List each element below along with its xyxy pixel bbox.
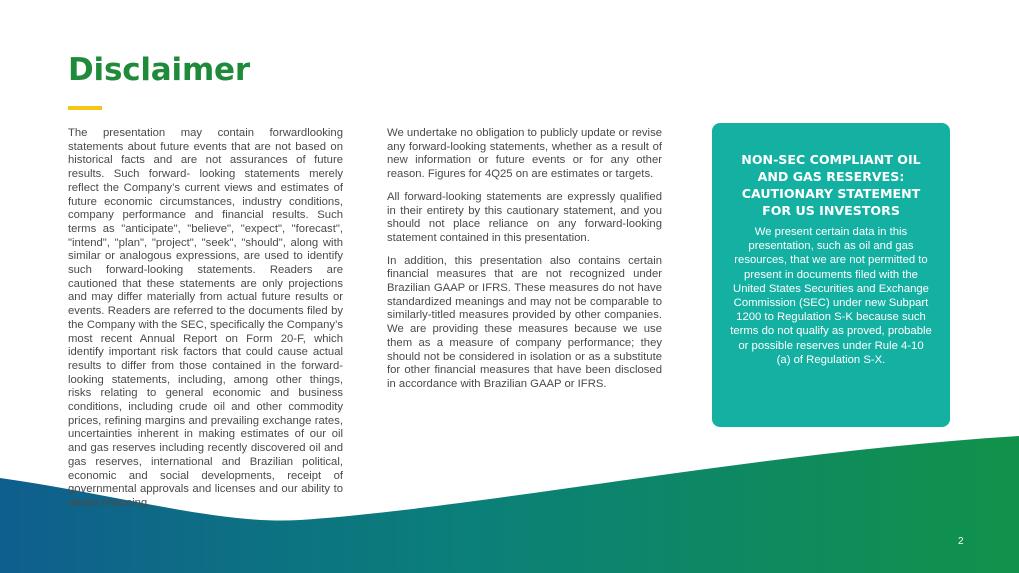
page-title: Disclaimer xyxy=(68,52,250,88)
disclaimer-column-1 xyxy=(68,127,343,520)
cautionary-callout-box xyxy=(712,123,950,427)
column1-paragraph: The presentation may contain forwardlooking statements about future events that are not based on historical facts and are not assurances of future results. Such forward- looking statements merely reflect the Company’s current views and estimates of future economic circumstances, industry conditions, company performance and financial results. Such terms as "anticipate", "believe", "expect", "forecast", "intend", "plan", "project", "seek", "should", along with similar or analogous expressions, are used to identify such forward-looking statements. Readers are cautioned that these statements are only projections and may differ materially from actual future results or events. Readers are referred to the documents filed by the Company with the SEC, specifically the Company’s most recent Annual Report on Form 20-F, which identify important risk factors that could cause actual results to differ from those contained in the forward- looking statements, including, among other things, risks relating to general economic and business conditions, including crude oil and other commodity prices, refining margins and prevailing exchange rates, uncertainties inherent in making estimates of our oil and gas reserves including recently discovered oil and gas reserves, international and Brazilian political, economic and social developments, receipt of governmental approvals and licenses and our ability to obtain financing. xyxy=(68,127,343,509)
callout-title: NON-SEC COMPLIANT OIL AND GAS RESERVES: CAUTIONARY STATEMENT FOR US INVESTORS xyxy=(741,152,921,218)
column2-paragraph: We undertake no obligation to publicly update or revise any forward-looking statements, whether as a result of new information or future events or for any other reason. Figures for 4Q25 on are estimates or targets. xyxy=(387,127,662,181)
page-number: 2 xyxy=(958,536,964,547)
column2-paragraph: All forward-looking statements are expressly qualified in their entirety by this cautionary statement, and you should not place reliance on any forward-looking statement contained in this presentation. xyxy=(387,190,662,244)
column2-paragraph: In addition, this presentation also contains certain financial measures that are not recognized under Brazilian GAAP or IFRS. These measures do not have standardized meanings and may not be comparable to similarly-titled measures provided by other companies. We are providing these measures because we use them as a measure of company performance; they should not be considered in isolation or as a substitute for other financial measures that have been disclosed in accordance with Brazilian GAAP or IFRS. xyxy=(387,254,662,390)
callout-body: We present certain data in this presentation, such as oil and gas resources, that we are not permitted to present in documents filed with the United States Securities and Exchange Commission (SEC) under new Subpart 1200 to Regulation S-K because such terms do not qualify as proved, probable or possible reserves under Rule 4-10 (a) of Regulation S-X. xyxy=(730,226,932,366)
disclaimer-column-2 xyxy=(387,127,662,401)
